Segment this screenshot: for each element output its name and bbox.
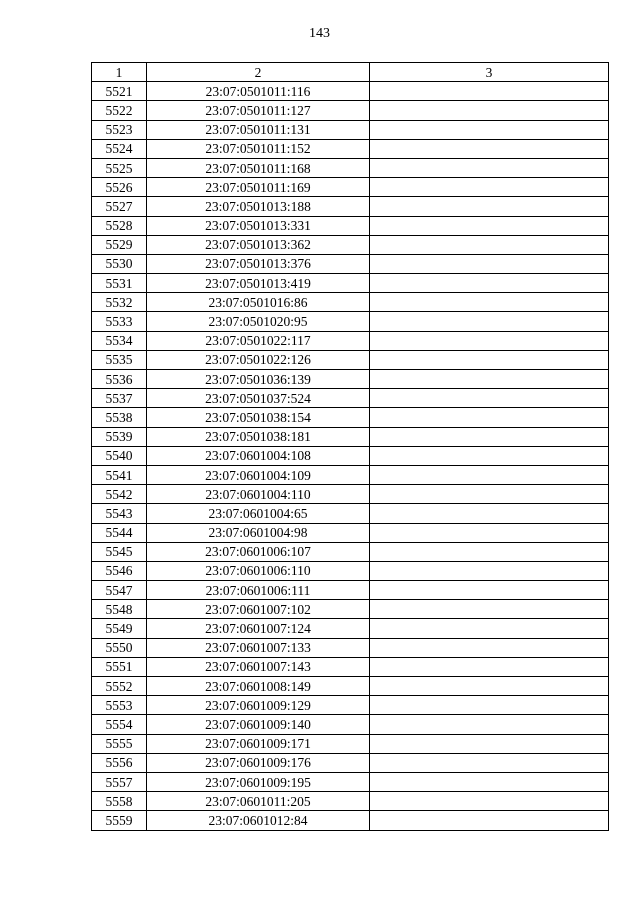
cadastral-number-cell: 23:07:0501011:168 — [147, 158, 370, 177]
table-row — [92, 619, 609, 638]
cadastral-number-cell: 23:07:0501013:362 — [147, 235, 370, 254]
table-row — [92, 504, 609, 523]
table-row — [92, 523, 609, 542]
table-row — [92, 197, 609, 216]
row-number-cell: 5546 — [92, 561, 147, 580]
table-row — [92, 772, 609, 791]
cadastral-number-cell: 23:07:0601006:107 — [147, 542, 370, 561]
notes-cell — [370, 197, 609, 216]
row-number-cell: 5556 — [92, 753, 147, 772]
table-row — [92, 158, 609, 177]
notes-cell — [370, 293, 609, 312]
cadastral-number-cell: 23:07:0601006:111 — [147, 581, 370, 600]
cadastral-number-cell: 23:07:0601004:98 — [147, 523, 370, 542]
table-row — [92, 216, 609, 235]
cadastral-number-cell: 23:07:0601004:109 — [147, 465, 370, 484]
table-row — [92, 139, 609, 158]
table-row — [92, 600, 609, 619]
notes-cell — [370, 101, 609, 120]
cadastral-number-cell: 23:07:0501020:95 — [147, 312, 370, 331]
notes-cell — [370, 772, 609, 791]
cadastral-number-cell: 23:07:0501022:126 — [147, 350, 370, 369]
cadastral-number-cell: 23:07:0501016:86 — [147, 293, 370, 312]
notes-cell — [370, 274, 609, 293]
notes-cell — [370, 389, 609, 408]
column-header-1: 1 — [92, 63, 147, 82]
table-row — [92, 178, 609, 197]
cadastral-number-cell: 23:07:0501011:152 — [147, 139, 370, 158]
cadastral-number-cell: 23:07:0501013:376 — [147, 254, 370, 273]
notes-cell — [370, 120, 609, 139]
row-number-cell: 5527 — [92, 197, 147, 216]
cadastral-number-cell: 23:07:0601009:140 — [147, 715, 370, 734]
notes-cell — [370, 408, 609, 427]
column-header-3: 3 — [370, 63, 609, 82]
notes-cell — [370, 235, 609, 254]
cadastral-number-cell: 23:07:0501013:188 — [147, 197, 370, 216]
row-number-cell: 5554 — [92, 715, 147, 734]
cadastral-number-cell: 23:07:0501038:181 — [147, 427, 370, 446]
table-row — [92, 715, 609, 734]
table-row — [92, 734, 609, 753]
table-row — [92, 638, 609, 657]
table-row — [92, 82, 609, 101]
table-row — [92, 235, 609, 254]
notes-cell — [370, 638, 609, 657]
cadastral-number-cell: 23:07:0601004:108 — [147, 446, 370, 465]
row-number-cell: 5552 — [92, 677, 147, 696]
notes-cell — [370, 581, 609, 600]
row-number-cell: 5522 — [92, 101, 147, 120]
table-row — [92, 542, 609, 561]
notes-cell — [370, 350, 609, 369]
notes-cell — [370, 561, 609, 580]
cadastral-number-cell: 23:07:0601004:65 — [147, 504, 370, 523]
cadastral-number-cell: 23:07:0601009:195 — [147, 772, 370, 791]
row-number-cell: 5541 — [92, 465, 147, 484]
row-number-cell: 5540 — [92, 446, 147, 465]
table-row — [92, 120, 609, 139]
notes-cell — [370, 446, 609, 465]
notes-cell — [370, 370, 609, 389]
column-header-2: 2 — [147, 63, 370, 82]
notes-cell — [370, 312, 609, 331]
row-number-cell: 5544 — [92, 523, 147, 542]
notes-cell — [370, 619, 609, 638]
row-number-cell: 5555 — [92, 734, 147, 753]
cadastral-number-cell: 23:07:0601006:110 — [147, 561, 370, 580]
row-number-cell: 5537 — [92, 389, 147, 408]
notes-cell — [370, 715, 609, 734]
cadastral-number-cell: 23:07:0501011:169 — [147, 178, 370, 197]
cadastral-number-cell: 23:07:0601007:143 — [147, 657, 370, 676]
notes-cell — [370, 677, 609, 696]
row-number-cell: 5539 — [92, 427, 147, 446]
cadastral-number-cell: 23:07:0501013:331 — [147, 216, 370, 235]
row-number-cell: 5525 — [92, 158, 147, 177]
row-number-cell: 5521 — [92, 82, 147, 101]
table-row — [92, 677, 609, 696]
cadastral-number-cell: 23:07:0601009:129 — [147, 696, 370, 715]
row-number-cell: 5528 — [92, 216, 147, 235]
row-number-cell: 5557 — [92, 772, 147, 791]
table-row — [92, 811, 609, 830]
cadastral-number-cell: 23:07:0501038:154 — [147, 408, 370, 427]
cadastral-number-cell: 23:07:0601007:133 — [147, 638, 370, 657]
table-row — [92, 274, 609, 293]
row-number-cell: 5531 — [92, 274, 147, 293]
cadastral-number-cell: 23:07:0501013:419 — [147, 274, 370, 293]
row-number-cell: 5558 — [92, 792, 147, 811]
notes-cell — [370, 82, 609, 101]
table-row — [92, 312, 609, 331]
table-row — [92, 792, 609, 811]
cadastral-number-cell: 23:07:0601008:149 — [147, 677, 370, 696]
cadastral-number-cell: 23:07:0601011:205 — [147, 792, 370, 811]
table-header-row — [92, 63, 609, 82]
cadastral-number-cell: 23:07:0501011:131 — [147, 120, 370, 139]
page-number: 143 — [309, 26, 330, 41]
row-number-cell: 5529 — [92, 235, 147, 254]
row-number-cell: 5542 — [92, 485, 147, 504]
row-number-cell: 5532 — [92, 293, 147, 312]
notes-cell — [370, 696, 609, 715]
notes-cell — [370, 792, 609, 811]
notes-cell — [370, 657, 609, 676]
row-number-cell: 5530 — [92, 254, 147, 273]
notes-cell — [370, 139, 609, 158]
row-number-cell: 5538 — [92, 408, 147, 427]
notes-cell — [370, 753, 609, 772]
cadastral-number-cell: 23:07:0501022:117 — [147, 331, 370, 350]
notes-cell — [370, 811, 609, 830]
row-number-cell: 5545 — [92, 542, 147, 561]
cadastral-number-cell: 23:07:0501037:524 — [147, 389, 370, 408]
table-row — [92, 389, 609, 408]
table-row — [92, 408, 609, 427]
notes-cell — [370, 178, 609, 197]
table-row — [92, 446, 609, 465]
row-number-cell: 5551 — [92, 657, 147, 676]
row-number-cell: 5533 — [92, 312, 147, 331]
row-number-cell: 5523 — [92, 120, 147, 139]
cadastral-number-cell: 23:07:0601007:124 — [147, 619, 370, 638]
table-row — [92, 657, 609, 676]
row-number-cell: 5547 — [92, 581, 147, 600]
cadastral-number-cell: 23:07:0501011:127 — [147, 101, 370, 120]
data-table — [91, 62, 609, 831]
notes-cell — [370, 523, 609, 542]
table-row — [92, 370, 609, 389]
cadastral-number-cell: 23:07:0601009:176 — [147, 753, 370, 772]
table-row — [92, 485, 609, 504]
notes-cell — [370, 331, 609, 350]
notes-cell — [370, 465, 609, 484]
notes-cell — [370, 216, 609, 235]
cadastral-number-cell: 23:07:0601007:102 — [147, 600, 370, 619]
row-number-cell: 5524 — [92, 139, 147, 158]
row-number-cell: 5550 — [92, 638, 147, 657]
table-row — [92, 254, 609, 273]
row-number-cell: 5559 — [92, 811, 147, 830]
table-row — [92, 465, 609, 484]
table-row — [92, 753, 609, 772]
cadastral-number-cell: 23:07:0601009:171 — [147, 734, 370, 753]
table-row — [92, 561, 609, 580]
notes-cell — [370, 600, 609, 619]
row-number-cell: 5526 — [92, 178, 147, 197]
notes-cell — [370, 504, 609, 523]
table-body — [92, 82, 609, 830]
row-number-cell: 5543 — [92, 504, 147, 523]
notes-cell — [370, 485, 609, 504]
notes-cell — [370, 542, 609, 561]
row-number-cell: 5548 — [92, 600, 147, 619]
row-number-cell: 5535 — [92, 350, 147, 369]
row-number-cell: 5549 — [92, 619, 147, 638]
row-number-cell: 5553 — [92, 696, 147, 715]
cadastral-number-cell: 23:07:0601012:84 — [147, 811, 370, 830]
table-row — [92, 427, 609, 446]
row-number-cell: 5534 — [92, 331, 147, 350]
table-row — [92, 101, 609, 120]
table-row — [92, 350, 609, 369]
notes-cell — [370, 158, 609, 177]
notes-cell — [370, 254, 609, 273]
table-row — [92, 581, 609, 600]
cadastral-number-cell: 23:07:0501011:116 — [147, 82, 370, 101]
row-number-cell: 5536 — [92, 370, 147, 389]
cadastral-number-cell: 23:07:0501036:139 — [147, 370, 370, 389]
table-row — [92, 696, 609, 715]
cadastral-number-cell: 23:07:0601004:110 — [147, 485, 370, 504]
table-row — [92, 331, 609, 350]
table-row — [92, 293, 609, 312]
notes-cell — [370, 427, 609, 446]
notes-cell — [370, 734, 609, 753]
